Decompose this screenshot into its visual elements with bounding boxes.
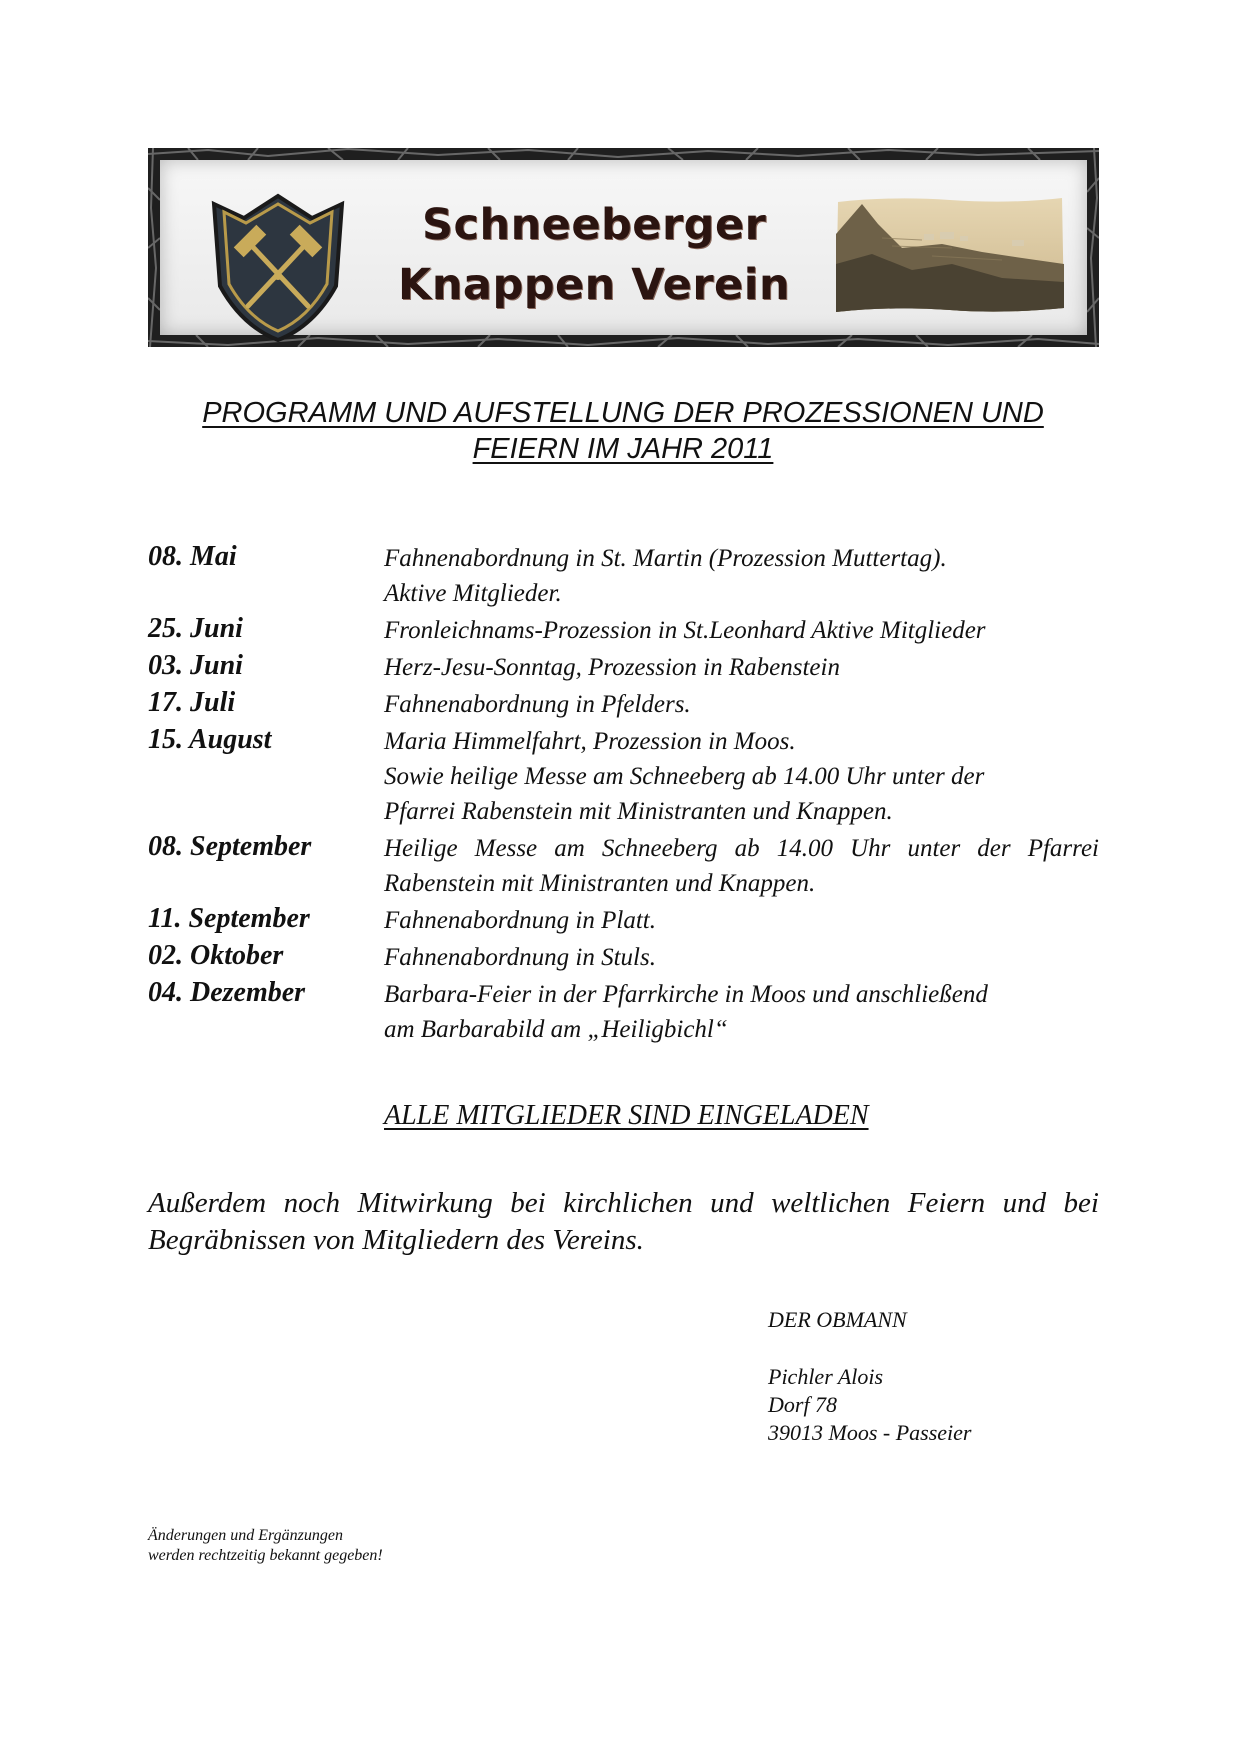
schedule-row xyxy=(148,722,1099,829)
event-line: Fahnenabordnung in Platt. xyxy=(384,907,656,934)
event-line: am Barbarabild am „Heiligbichl“ xyxy=(384,1016,728,1043)
extra-note: Außerdem noch Mitwirkung bei kirchlichen und weltlichen Feiern und bei Begräbnissen von Mitgliedern des Vereins. xyxy=(148,1187,1099,1256)
event-line: Aktive Mitglieder. xyxy=(384,580,562,607)
event-line: Fronleichnams-Prozession in St.Leonhard Aktive Mitglieder xyxy=(384,617,986,644)
event-description xyxy=(384,685,1099,722)
banner-title-line-2: Knappen Verein xyxy=(398,260,791,310)
schedule-row xyxy=(148,938,1099,975)
schedule-row xyxy=(148,901,1099,938)
event-description xyxy=(384,829,1099,901)
event-date: 08. September xyxy=(148,831,312,862)
event-description xyxy=(384,648,1099,685)
schedule-row xyxy=(148,539,1099,611)
schedule-row xyxy=(148,685,1099,722)
invitation-text: ALLE MITGLIEDER SIND EINGELADEN xyxy=(384,1100,869,1131)
signature-city: 39013 Moos - Passeier xyxy=(768,1420,972,1445)
schedule-row xyxy=(148,611,1099,648)
event-date: 25. Juni xyxy=(148,613,243,644)
event-description xyxy=(384,722,1099,829)
event-description xyxy=(384,539,1099,611)
shield-crossed-hammers-icon xyxy=(204,190,352,345)
club-banner xyxy=(148,148,1099,347)
event-schedule xyxy=(148,539,1099,1047)
event-date: 02. Oktober xyxy=(148,940,284,971)
event-date: 15. August xyxy=(148,724,272,755)
banner-title-line-1: Schneeberger xyxy=(422,200,767,250)
event-description xyxy=(384,901,1099,938)
signature-street: Dorf 78 xyxy=(768,1392,838,1417)
schedule-row xyxy=(148,829,1099,901)
mine-landscape-photo xyxy=(832,194,1068,316)
footnote-line-1: Änderungen und Ergänzungen xyxy=(148,1527,343,1544)
event-description xyxy=(384,975,1099,1047)
footnote-line-2: werden rechtzeitig bekannt gegeben! xyxy=(148,1547,383,1564)
event-date: 17. Juli xyxy=(148,687,236,718)
document-heading xyxy=(130,395,1116,467)
heading-line-1: PROGRAMM UND AUFSTELLUNG DER PROZESSIONEN UND xyxy=(202,397,1044,429)
footnote xyxy=(148,1526,383,1566)
banner-inner xyxy=(160,160,1087,335)
schedule-row xyxy=(148,975,1099,1047)
event-line: Heilige Messe am Schneeberg ab 14.00 Uhr unter der Pfarrei Rabenstein mit Ministranten und Knappen. xyxy=(384,835,1099,897)
event-date: 08. Mai xyxy=(148,541,237,572)
event-line: Fahnenabordnung in Pfelders. xyxy=(384,691,691,718)
event-description xyxy=(384,611,1099,648)
heading-line-2: FEIERN IM JAHR 2011 xyxy=(472,433,774,465)
event-line: Pfarrei Rabenstein mit Ministranten und Knappen. xyxy=(384,798,893,825)
signature-name: Pichler Alois xyxy=(768,1364,884,1389)
event-date: 03. Juni xyxy=(148,650,243,681)
event-line: Sowie heilige Messe am Schneeberg ab 14.00 Uhr unter der xyxy=(384,763,985,790)
event-line: Fahnenabordnung in St. Martin (Prozession Muttertag). xyxy=(384,545,947,572)
event-description xyxy=(384,938,1099,975)
event-line: Maria Himmelfahrt, Prozession in Moos. xyxy=(384,728,796,755)
event-line: Herz-Jesu-Sonntag, Prozession in Rabenstein xyxy=(384,654,840,681)
schedule-row xyxy=(148,648,1099,685)
event-line: Fahnenabordnung in Stuls. xyxy=(384,944,656,971)
signature-role: DER OBMANN xyxy=(768,1307,907,1332)
event-date: 11. September xyxy=(148,903,310,934)
event-date: 04. Dezember xyxy=(148,977,306,1008)
event-line: Barbara-Feier in der Pfarrkirche in Moos und anschließend xyxy=(384,981,988,1008)
